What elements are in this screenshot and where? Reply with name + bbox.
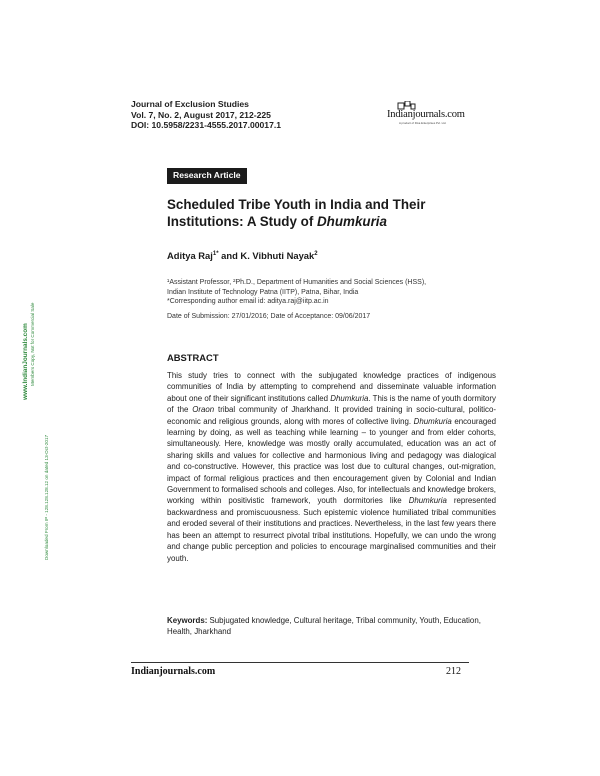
abstract-text: This study tries to connect with the subjugated knowledge practices of indigenous communities of India by attempting to comprehend and disseminate valuable information about one of their significant institutions called (167, 371, 496, 403)
author-1-marker: 1* (212, 250, 219, 257)
author-list (167, 250, 318, 261)
abstract-body (167, 370, 496, 564)
author-2-marker: 2 (314, 250, 318, 257)
article-title (167, 196, 487, 230)
abstract-text: tribal community of Jharkhand. It provided training in socio-cultural, politico-economic and religious grounds, along with mores of collective living. (167, 405, 496, 426)
publisher-logo[interactable] (385, 101, 475, 127)
article-type-badge: Research Article (167, 168, 247, 184)
footer-site[interactable]: Indianjournals.com (131, 666, 216, 677)
abstract-italic-term: Dhumkuria (408, 496, 447, 506)
abstract-text: represented backwardness and promiscuousness. Such epistemic violence humiliated tribal communities and eroded several of their institutions and practices. Nevertheless, in the last few years there has been an attempt to resurrect pivotal tribal institutions. Hopefully, we can undo the wrong and change public perception and policies to encourage marginalised communities and their youth. (167, 496, 496, 563)
keywords (167, 615, 496, 638)
title-line-2 (167, 213, 487, 230)
submission-dates: Date of Submission: 27/01/2016; Date of Acceptance: 09/06/2017 (167, 313, 371, 320)
abstract-italic-term: Oraon (192, 405, 215, 415)
abstract-text: encouraged learning by doing, as well as teaching while learning – to younger and from elder cohorts, simultaneously. Here, knowledge was mostly orally accumulated, education was an act of sharing skills and values for collective and harmonious living and pedagogy was dialogical and co-constructive. However, this practice was lost due to cultural changes, out-migration, impact of formal religious practices and then encouragement given by Colonial and Indian Government to formalised schools and colleges. Also, for intellectuals and knowledge brokers, working within positivistic framework, youth dormitories like (167, 416, 497, 506)
sidebar-site-link[interactable]: www.IndianJournals.com (22, 323, 29, 400)
abstract-italic-term: Dhumkuria (413, 416, 452, 426)
author-1: Aditya Raj (167, 250, 213, 261)
journal-header (131, 99, 281, 131)
title-line-1: Scheduled Tribe Youth in India and Their (167, 197, 426, 212)
affiliation-line-2: Indian Institute of Technology Patna (IITP), Patna, Bihar, India (167, 288, 359, 296)
abstract-heading: ABSTRACT (167, 352, 219, 363)
sidebar-copy-note: Members Copy, Not for Commercial Sale (30, 302, 35, 386)
abstract-italic-term: Dhumkuria (330, 393, 369, 403)
title-line-2-text: Institutions: A Study of (167, 214, 318, 229)
affiliations (167, 278, 492, 307)
author-joiner: and (218, 250, 241, 261)
keywords-label: Keywords: (167, 616, 208, 625)
journal-name: Journal of Exclusion Studies (131, 99, 249, 109)
affiliation-line-1: ¹Assistant Professor, ²Ph.D., Department of Humanities and Social Sciences (HSS), (167, 279, 427, 286)
abstract-text: . This is the name of youth dormitory of the (167, 393, 496, 415)
volume-issue: Vol. 7, No. 2, August 2017, 212-225 (131, 109, 271, 120)
logo-tagline: A product of Diva Enterprises Pvt. Ltd. (399, 121, 447, 125)
keywords-list: Subjugated knowledge, Cultural heritage, Tribal community, Youth, Education, Health, Jharkhand (167, 616, 481, 637)
sidebar-download-note: Downloaded From IP - 128.128.128.12 on dated 13-Oct-2017 (44, 434, 49, 560)
footer-divider (131, 662, 469, 663)
corresponding-email[interactable]: *Corresponding author email id: aditya.raj@iitp.ac.in (167, 298, 329, 306)
page-number: 212 (446, 666, 461, 677)
title-line-2-italic: Dhumkuria (317, 214, 387, 229)
logo-name: Indianjournals.com (387, 109, 465, 120)
doi: DOI: 10.5958/2231-4555.2017.00017.1 (131, 120, 282, 131)
author-2: K. Vibhuti Nayak (240, 250, 315, 261)
